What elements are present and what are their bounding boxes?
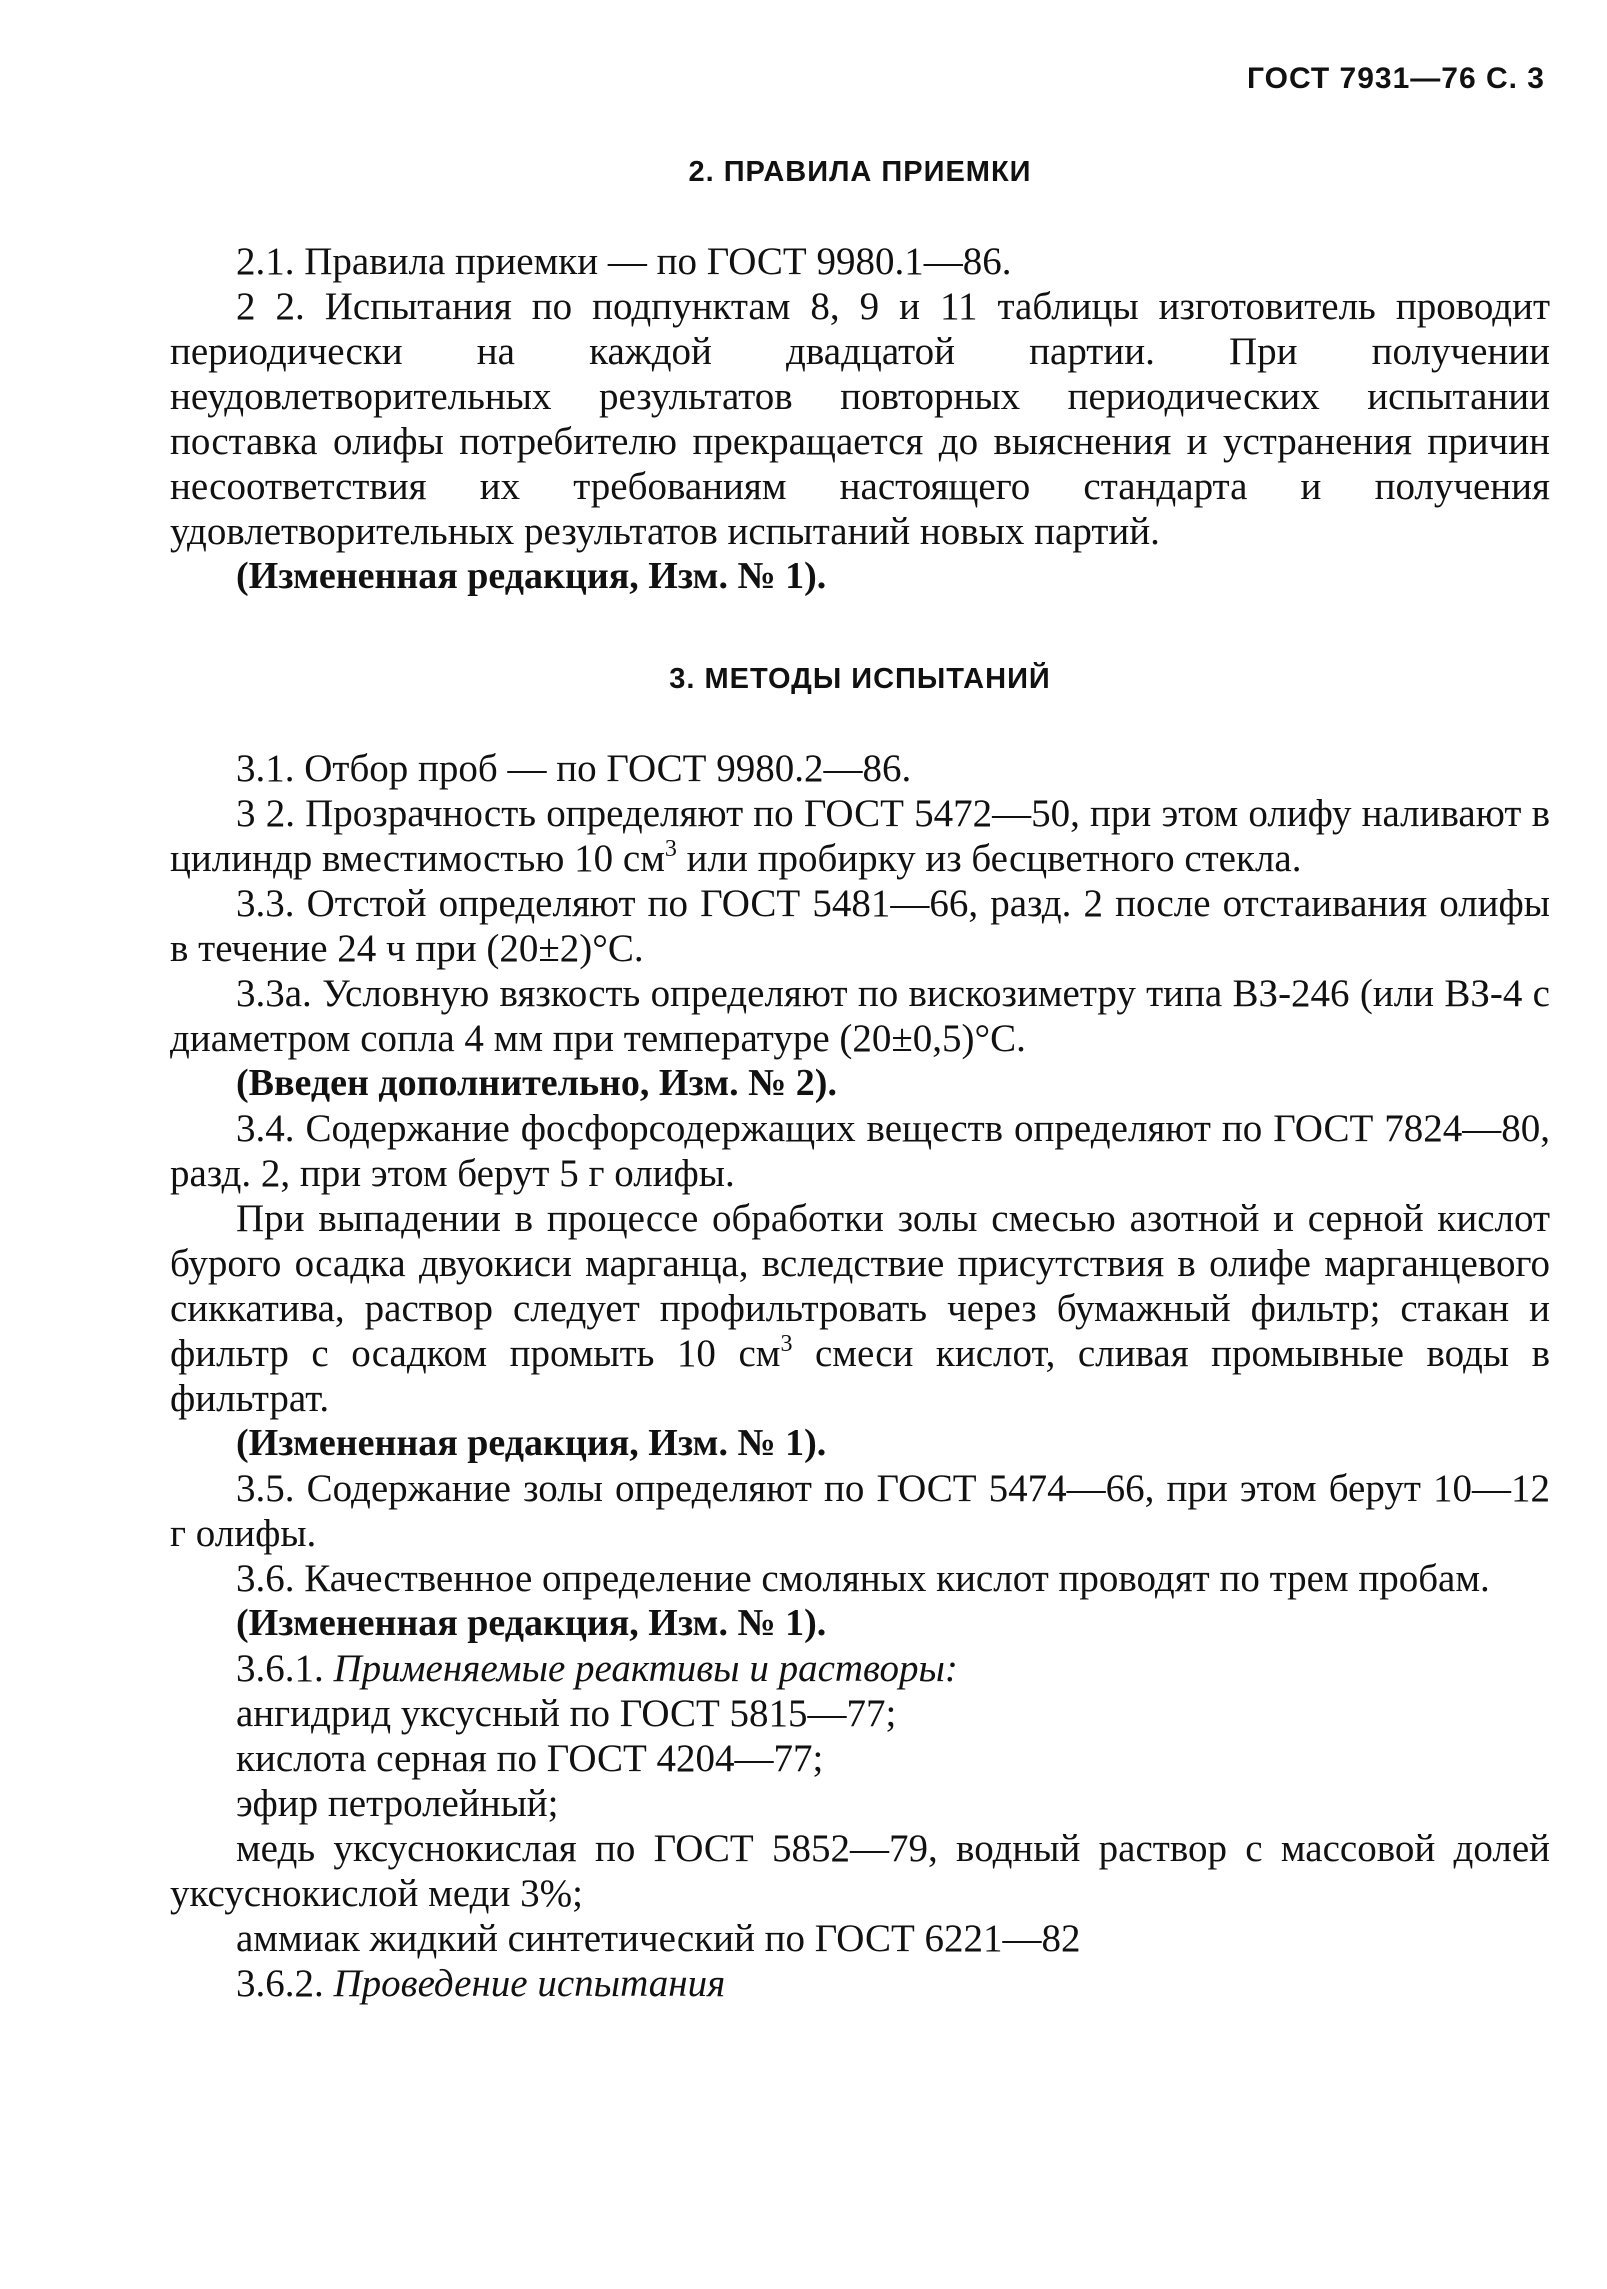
subsection-3-6-2-number: 3.6.2. <box>236 1962 334 2005</box>
paragraph-3-2 <box>170 791 1550 881</box>
paragraph-3-3: 3.3. Отстой определяют по ГОСТ 5481—66, разд. 2 после отстаивания олифы в течение 24 ч при (20±2)°С. <box>170 882 1550 970</box>
paragraph-3-2-text-b: или пробирку из бесцветного стекла. <box>676 837 1302 880</box>
paragraph-2-1: 2.1. Правила приемки — по ГОСТ 9980.1—86. <box>236 240 1012 283</box>
subsection-3-6-1-number: 3.6.1. <box>236 1647 334 1690</box>
paragraph-3-4-continued-text-a: При выпадении в процессе обработки золы смесью азотной и серной кислот бурого осадка двуокиси марганца, вследствие присутствия в олифе марганцевого сиккатива, раствор следует профильтровать через бумажный фильтр; стакан и фильтр с осадком промыть 10 см <box>170 1197 1550 1375</box>
paragraph-3-5: 3.5. Содержание золы определяют по ГОСТ 5474—66, при этом берут 10—12 г олифы. <box>170 1467 1550 1555</box>
amendment-note-2-2: (Измененная редакция, Изм. № 1). <box>236 555 827 597</box>
page-body <box>170 150 1550 2006</box>
paragraph-3-4: 3.4. Содержание фосфорсодержащих веществ определяют по ГОСТ 7824—80, разд. 2, при этом берут 5 г олифы. <box>170 1107 1550 1195</box>
subsection-3-6-1-title: Применяемые реактивы и растворы: <box>333 1647 958 1690</box>
reagent-item: эфир петролейный; <box>236 1782 559 1825</box>
subsection-3-6-1-heading <box>170 1646 1550 1691</box>
reagent-item: медь уксуснокислая по ГОСТ 5852—79, водный раствор с массовой долей уксуснокислой меди 3%; <box>170 1827 1550 1915</box>
amendment-note-3-6: (Измененная редакция, Изм. № 1). <box>236 1602 827 1644</box>
section-2-title: 2. ПРАВИЛА ПРИЕМКИ <box>688 156 1032 188</box>
paragraph-2-2: 2 2. Испытания по подпунктам 8, 9 и 11 таблицы изготовитель проводит периодически на каждой двадцатой партии. При получении неудовлетворительных результатов повторных периодических испытании поставка олифы потребителю прекращается до выяснения и устранения причин несоответствия их требованиям настоящего стандарта и получения удовлетворительных результатов испытаний новых партий. <box>170 285 1550 553</box>
section-3-title: 3. МЕТОДЫ ИСПЫТАНИЙ <box>669 663 1051 695</box>
superscript-3: 3 <box>664 836 677 862</box>
reagent-item: ангидрид уксусный по ГОСТ 5815—77; <box>236 1692 897 1735</box>
paragraph-3-4-continued <box>170 1196 1550 1421</box>
running-header: ГОСТ 7931—76 С. 3 <box>1247 62 1545 95</box>
paragraph-3-2-text-a: 3 2. Прозрачность определяют по ГОСТ 5472—50, при этом олифу наливают в цилиндр вместимостью 10 см <box>170 792 1550 880</box>
reagent-item: кислота серная по ГОСТ 4204—77; <box>236 1737 824 1780</box>
paragraph-3-3a: 3.3а. Условную вязкость определяют по вискозиметру типа ВЗ-246 (или ВЗ-4 с диаметром сопла 4 мм при температуре (20±0,5)°С. <box>170 972 1550 1060</box>
amendment-note-3-4: (Измененная редакция, Изм. № 1). <box>236 1422 827 1464</box>
paragraph-3-1: 3.1. Отбор проб — по ГОСТ 9980.2—86. <box>236 747 912 790</box>
subsection-3-6-2-heading <box>170 1961 1550 2006</box>
subsection-3-6-2-title: Проведение испытания <box>333 1962 726 2005</box>
amendment-note-3-3a: (Введен дополнительно, Изм. № 2). <box>236 1062 837 1104</box>
paragraph-3-6: 3.6. Качественное определение смоляных кислот проводят по трем пробам. <box>236 1557 1490 1600</box>
reagent-item: аммиак жидкий синтетический по ГОСТ 6221—82 <box>236 1917 1081 1960</box>
superscript-3: 3 <box>780 1331 793 1357</box>
paragraph-3-4-continued-text-b: смеси кислот, сливая промывные воды в фильтрат. <box>170 1332 1550 1420</box>
